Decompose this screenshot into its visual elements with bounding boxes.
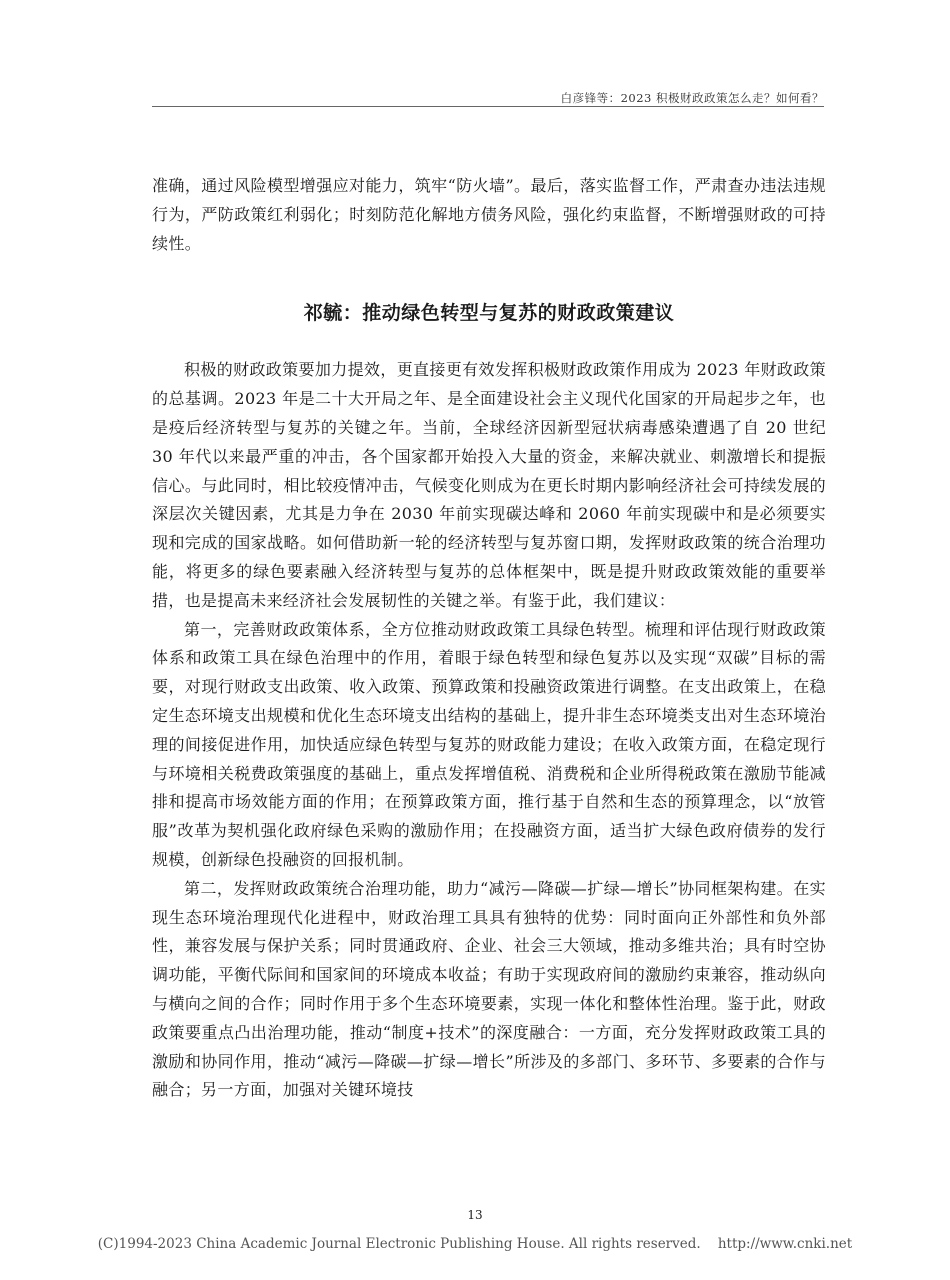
section-title: 祁毓：推动绿色转型与复苏的财政政策建议 [303, 302, 675, 325]
paragraph-second-suggestion: 第二，发挥财政政策统合治理功能，助力“减污—降碳—扩绿—增长”协同框架构建。在实现生态环境治理现代化进程中，财政治理工具具有独特的优势：同时面向正外部性和负外部性，兼容发展与保护关系；同时贯通政府、企业、社会三大领域，推动多维共治；具有时空协调功能，平衡代际间和国家间的环境成本收益；有助于实现政府间的激励约束兼容，推动纵向与横向之间的合作；同时作用于多个生态环境要素，实现一体化和整体性治理。鉴于此，财政政策要重点凸出治理功能，推动“制度+技术”的深度融合：一方面，充分发挥财政政策工具的激励和协同作用，推动“减污—降碳—扩绿—增长”所涉及的多部门、多环节、多要素的合作与融合；另一方面，加强对关键环境技 [152, 878, 826, 1100]
article-body [152, 172, 826, 1105]
running-header: 白彦锋等：2023 积极财政政策怎么走？如何看？ [560, 91, 824, 105]
paragraph-intro: 积极的财政政策要加力提效，更直接更有效发挥积极财政政策作用成为 2023 年财政政策的总基调。2023 年是二十大开局之年、是全面建设社会主义现代化国家的开局起步之年，也是疫后经济转型与复苏的关键之年。当前，全球经济因新型冠状病毒感染遭遇了自 20 世纪 30 年代以来最严重的冲击，各个国家都开始投入大量的资金，来解决就业、刺激增长和提振信心。与此同时，相比较疫情冲击，气候变化则成为在更长时期内影响经济社会可持续发展的深层次关键因素，尤其是力争在 2030 年前实现碳达峰和 2060 年前实现碳中和是必须要实现和完成的国家战略。如何借助新一轮的经济转型与复苏窗口期，发挥财政政策的统合治理功能，将更多的绿色要素融入经济转型与复苏的总体框架中，既是提升财政政策效能的重要举措，也是提高未来经济社会发展韧性的关键之举。有鉴于此，我们建议： [152, 360, 826, 610]
header-divider [152, 106, 824, 107]
copyright-footer: (C)1994-2023 China Academic Journal Electronic Publishing House. All rights reserved. http://www.cnki.net [97, 1236, 853, 1252]
paragraph-first-suggestion: 第一，完善财政政策体系，全方位推动财政政策工具绿色转型。梳理和评估现行财政政策体系和政策工具在绿色治理中的作用，着眼于绿色转型和绿色复苏以及实现“双碳”目标的需要，对现行财政支出政策、收入政策、预算政策和投融资政策进行调整。在支出政策上，在稳定生态环境支出规模和优化生态环境支出结构的基础上，提升非生态环境类支出对生态环境治理的间接促进作用，加快适应绿色转型与复苏的财政能力建设；在收入政策方面，在稳定现行与环境相关税费政策强度的基础上，重点发挥增值税、消费税和企业所得税政策在激励节能减排和提高市场效能方面的作用；在预算政策方面，推行基于自然和生态的预算理念，以“放管服”改革为契机强化政府绿色采购的激励作用；在投融资方面，适当扩大绿色政府债券的发行规模，创新绿色投融资的回报机制。 [152, 619, 826, 869]
continued-paragraph: 准确，通过风险模型增强应对能力，筑牢“防火墙”。最后，落实监督工作，严肃查办违法违规行为，严防政策红利弱化；时刻防范化解地方债务风险，强化约束监督，不断增强财政的可持续性。 [152, 176, 826, 253]
page-number: 13 [467, 1208, 483, 1222]
